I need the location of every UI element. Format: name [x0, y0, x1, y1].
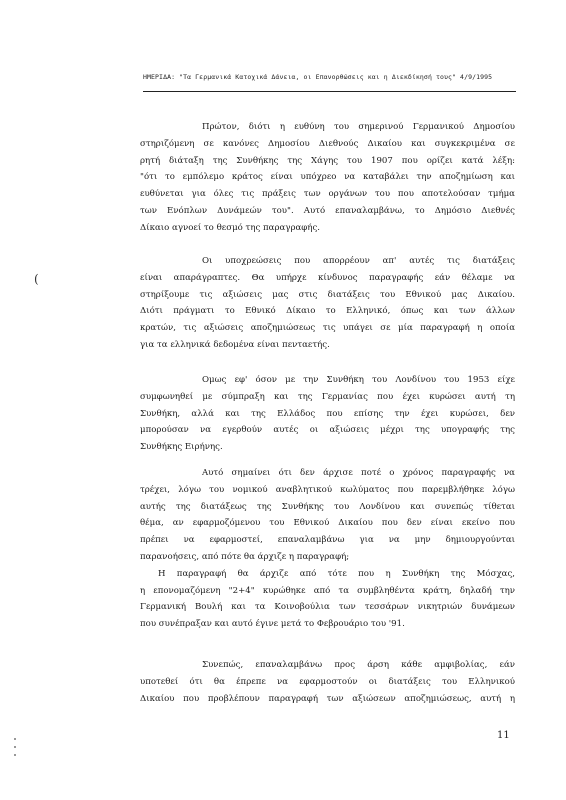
- text-line: Διότι πράγματι το Εθνικό Δίκαιο το Ελληνικό, όπως και των άλλων: [140, 306, 515, 317]
- paragraph-5: [140, 657, 515, 707]
- text-line: των Ενόπλων Δυνάμεών του". Αυτό επαναλαμβάνω, το Δημόσιο Διεθνές: [140, 205, 515, 216]
- text-line: Οι υποχρεώσεις που απορρέουν απ' αυτές τις διατάξεις: [202, 256, 515, 266]
- text-line: πρέπει να εφαρμοστεί, επαναλαμβάνω για να μην δημιουργούνται: [140, 535, 515, 546]
- text-line: Συνεπώς, επαναλαμβάνω προς άρση κάθε αμφιβολίας, εάν: [202, 660, 515, 670]
- text-line: η επονομαζόμενη "2+4" κυρώθηκε από τα συμβληθέντα κράτη, δηλαδή την: [140, 585, 515, 596]
- text-line: Δίκαιο αγνοεί το θεσμό της παραγραφής.: [140, 222, 321, 233]
- text-line: Δικαίου που προβλέπουν παραγραφή των αξιώσεων αποζημιώσεως, αυτή η: [140, 693, 515, 704]
- paragraph-2: [140, 253, 515, 354]
- text-line: παρανοήσεις, από πότε θα άρχιζε η παραγραφή;: [140, 551, 350, 562]
- text-line: αυτής της διατάξεως της Συνθήκης του Λονδίνου και συνεπώς τίθεται: [140, 501, 515, 512]
- text-line: τρέχει, λόγω του νομικού αναβλητικού κωλύματος που παρεμβλήθηκε λόγω: [140, 484, 515, 495]
- scan-speck: [14, 754, 16, 756]
- paragraph-4: [140, 465, 515, 633]
- text-line: που συνέπραξαν και αυτό έγινε μετά το Φεβρουάριο του '91.: [140, 619, 405, 630]
- scan-speck: [14, 746, 16, 748]
- paragraph-3: [140, 372, 515, 456]
- text-line: για τα ελληνικά δεδομένα είναι πενταετής.: [140, 339, 330, 350]
- text-line: Συνθήκης Ειρήνης.: [140, 442, 223, 453]
- text-line: Συνθήκη, αλλά και της Ελλάδος που επίσης την έχει κυρώσει, δεν: [140, 408, 515, 419]
- text-line: στηρίξουμε τις αξιώσεις μας στις διατάξεις του Εθνικού μας Δικαίου.: [140, 289, 515, 300]
- text-line: στηριζόμενη σε κανόνες Δημοσίου Διεθνούς Δικαίου και συγκεκριμένα σε: [140, 138, 515, 149]
- text-line: Πρώτον, διότι η ευθύνη του σημερινού Γερμανικού Δημοσίου: [202, 122, 515, 132]
- running-header: ΗΜΕΡΙΔΑ: "Τα Γερμανικά Κατοχικά Δάνεια, οι Επανορθώσεις και η Διεκδίκησή τους" 4/9/1995: [143, 73, 493, 81]
- text-line: ευθύνεται για όλες τις πράξεις των οργάνων του που αποτελούσαν τμήμα: [140, 189, 515, 200]
- header-rule: [143, 91, 516, 92]
- text-line: θέμα, αν εφαρμοζόμενου του Εθνικού Δικαίου που δεν είναι εκείνο που: [140, 518, 515, 529]
- text-line: ρητή διάταξη της Συνθήκης της Χάγης του 1907 που ορίζει κατά λέξη:: [140, 155, 515, 166]
- text-line: μπορούσαν να εγερθούν αυτές οι αξιώσεις μέχρι της υπογραφής της: [140, 425, 515, 436]
- text-line: Ομως εφ' όσον με την Συνθήκη του Λονδίνου του 1953 είχε: [202, 375, 515, 385]
- text-line: Γερμανική Βουλή και τα Κοινοβούλια των τεσσάρων νικητριών δυνάμεων: [140, 602, 515, 613]
- scan-mark: (: [34, 272, 39, 286]
- paragraph-1: [140, 119, 515, 237]
- text-line: Αυτό σημαίνει ότι δεν άρχισε ποτέ ο χρόνος παραγραφής να: [202, 468, 515, 478]
- text-line: Η παραγραφή θα άρχιζε από τότε που η Συνθήκη της Μόσχας,: [158, 568, 515, 579]
- text-line: "ότι το εμπόλεμο κράτος είναι υπόχρεο να καταβάλει την αποζημίωση και: [140, 172, 515, 183]
- text-line: κρατών, τις αξιώσεις αποζημιώσεως τις υπάγει σε μία παραγραφή η οποία: [140, 323, 515, 334]
- text-line: συμφωνηθεί με σύμπραξη και της Γερμανίας που έχει κυρώσει αυτή τη: [140, 391, 515, 402]
- text-line: είναι απαράγραπτες. Θα υπήρχε κίνδυνος παραγραφής εάν θέλαμε να: [140, 272, 515, 283]
- scan-speck: [14, 738, 16, 740]
- page-number: 11: [497, 730, 510, 741]
- text-line: υποτεθεί ότι θα έπρεπε να εφαρμοστούν οι διατάξεις του Ελληνικού: [140, 676, 515, 687]
